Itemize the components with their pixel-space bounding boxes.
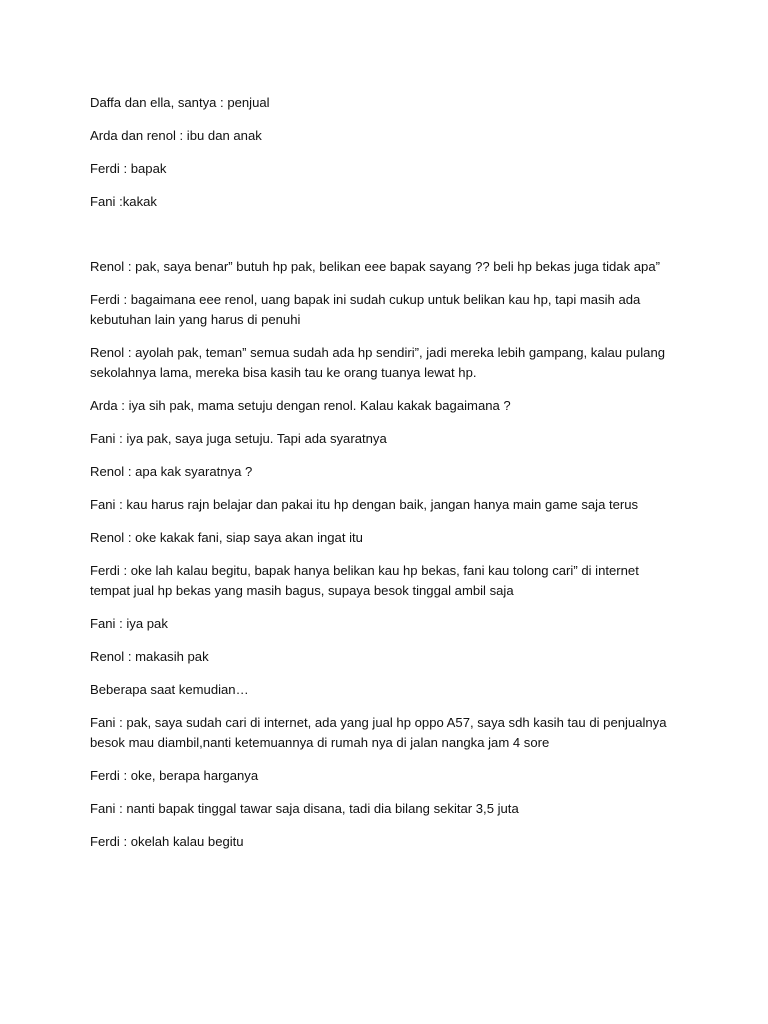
- dialogue-line: Arda : iya sih pak, mama setuju dengan renol. Kalau kakak bagaimana ?: [90, 398, 511, 413]
- dialogue-line: Renol : pak, saya benar” butuh hp pak, belikan eee bapak sayang ?? beli hp bekas juga tidak apa”: [90, 259, 660, 274]
- dialogue-line: Renol : makasih pak: [90, 649, 209, 664]
- dialogue-line: Ferdi : oke, berapa harganya: [90, 768, 259, 783]
- dialogue-line: Fani : pak, saya sudah cari di internet, ada yang jual hp oppo A57, saya sdh kasih tau di penjualnya besok mau diambil,nanti ketemuannya di rumah nya di jalan nangka jam 4 sore: [90, 715, 667, 750]
- dialogue-line: Fani : nanti bapak tinggal tawar saja disana, tadi dia bilang sekitar 3,5 juta: [90, 801, 519, 816]
- dialogue-line: Ferdi : okelah kalau begitu: [90, 834, 244, 849]
- cast-line: Arda dan renol : ibu dan anak: [90, 128, 262, 143]
- dialogue-line: Renol : oke kakak fani, siap saya akan ingat itu: [90, 530, 363, 545]
- dialogue-line: Renol : apa kak syaratnya ?: [90, 464, 253, 479]
- cast-line: Daffa dan ella, santya : penjual: [90, 95, 270, 110]
- dialogue-line: Fani : iya pak, saya juga setuju. Tapi ada syaratnya: [90, 431, 387, 446]
- dialogue-line: Fani : iya pak: [90, 616, 168, 631]
- document-body: [90, 93, 680, 865]
- dialogue-line: Fani : kau harus rajn belajar dan pakai itu hp dengan baik, jangan hanya main game saja terus: [90, 497, 639, 512]
- narration-line: Beberapa saat kemudian…: [90, 682, 249, 697]
- dialogue-line: Ferdi : bagaimana eee renol, uang bapak ini sudah cukup untuk belikan kau hp, tapi masih ada kebutuhan lain yang harus di penuhi: [90, 292, 641, 327]
- cast-line: Fani :kakak: [90, 194, 157, 209]
- dialogue-line: Ferdi : oke lah kalau begitu, bapak hanya belikan kau hp bekas, fani kau tolong cari” di internet tempat jual hp bekas yang masih bagus, supaya besok tinggal ambil saja: [90, 563, 639, 598]
- section-gap: [90, 225, 680, 257]
- cast-line: Ferdi : bapak: [90, 161, 167, 176]
- dialogue-line: Renol : ayolah pak, teman” semua sudah ada hp sendiri”, jadi mereka lebih gampang, kalau pulang sekolahnya lama, mereka bisa kasih tau ke orang tuanya lewat hp.: [90, 345, 666, 380]
